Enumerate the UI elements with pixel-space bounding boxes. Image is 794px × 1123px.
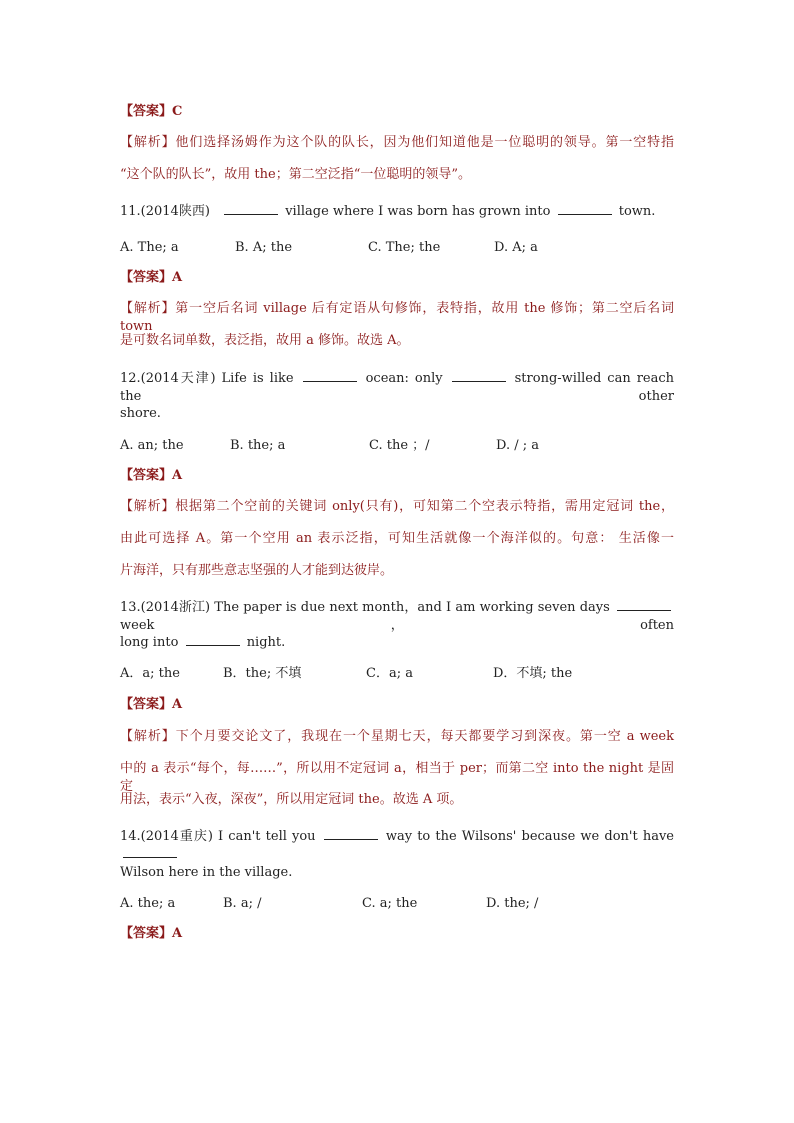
question-text: long into — [120, 635, 179, 650]
question-text: 13.(2014浙江) The paper is due next month，and I am working seven days — [120, 600, 610, 615]
question-number: 11.(2014陕西) — [120, 204, 210, 219]
explanation-line: 片海洋，只有那些意志坚强的人才能到达彼岸。 — [120, 563, 394, 578]
explanation-line: 用法，表示“入夜，深夜”，所以用定冠词 the。故选 A 项。 — [120, 792, 463, 807]
answer-label: 【答案】A — [120, 926, 183, 941]
blank-line — [123, 846, 177, 858]
question-text: town. — [618, 204, 656, 219]
explanation-line: 【解析】根据第二个空前的关键词 only(只有)，可知第二个空表示特指，需用定冠词 the， — [120, 499, 674, 514]
option-a: A. the; a — [120, 896, 176, 911]
explanation-line: 中的 a 表示“每个，每……”，所以用不定冠词 a，相当于 per；而第二空 into the night 是固定 — [120, 761, 674, 794]
option-b: B．the; 不填 — [223, 666, 302, 681]
question-text: shore. — [120, 406, 161, 421]
option-d: D. / ; a — [496, 438, 539, 453]
blank-line — [303, 370, 357, 382]
explanation-line: 【解析】第一空后名词 village 后有定语从句修饰，表特指，故用 the 修饰；第二空后名词 town — [120, 301, 674, 334]
blank-line — [224, 203, 278, 215]
option-d: D. the; / — [486, 896, 539, 911]
option-b: B. a; / — [223, 896, 262, 911]
option-a: A. an; the — [120, 438, 184, 453]
explanation-line: 是可数名词单数，表泛指，故用 a 修饰。故选 A。 — [120, 333, 410, 348]
answer-label: 【答案】A — [120, 697, 183, 712]
question-13 — [120, 599, 674, 635]
option-d: D. A; a — [494, 240, 538, 255]
answer-label: 【答案】A — [120, 468, 183, 483]
question-text: Wilson here in the village. — [120, 865, 293, 880]
option-b: B. the; a — [230, 438, 286, 453]
question-text: strong-willed can reach the other — [120, 371, 675, 404]
question-text: village where I was born has grown into — [285, 204, 551, 219]
option-c: C. a; the — [362, 896, 418, 911]
option-b: B. A; the — [235, 240, 293, 255]
blank-line — [558, 203, 612, 215]
question-text: ocean: only — [365, 371, 443, 386]
blank-line — [186, 634, 240, 646]
option-c: C．a; a — [366, 666, 413, 681]
question-13-line2 — [120, 634, 285, 652]
question-text: 14.(2014重庆) I can't tell you — [120, 829, 316, 844]
explanation-line: 由此可选择 A。第一个空用 an 表示泛指，可知生活就像一个海洋似的。句意： 生活像一 — [120, 531, 674, 546]
question-12 — [120, 370, 674, 406]
question-text: night. — [246, 635, 286, 650]
option-a: A．a; the — [120, 666, 180, 681]
option-d: D．不填; the — [493, 666, 573, 681]
explanation-line: “这个队的队长”，故用 the；第二空泛指“一位聪明的领导”。 — [120, 167, 472, 182]
answer-label: 【答案】C — [120, 104, 183, 119]
blank-line — [452, 370, 506, 382]
question-14 — [120, 828, 674, 864]
blank-line — [617, 599, 671, 611]
answer-label: 【答案】A — [120, 270, 183, 285]
question-text: way to the Wilsons' because we don't have — [385, 829, 674, 844]
explanation-line: 【解析】他们选择汤姆作为这个队的队长，因为他们知道他是一位聪明的领导。第一空特指 — [120, 135, 674, 150]
question-text: week，often — [120, 618, 674, 633]
explanation-line: 【解析】下个月要交论文了，我现在一个星期七天，每天都要学习到深夜。第一空 a week — [120, 729, 674, 744]
option-c: C. the ；/ — [369, 438, 430, 453]
question-text: 12.(2014天津) Life is like — [120, 371, 294, 386]
question-11 — [120, 203, 655, 221]
blank-line — [324, 828, 378, 840]
option-c: C. The; the — [368, 240, 441, 255]
option-a: A. The; a — [120, 240, 179, 255]
